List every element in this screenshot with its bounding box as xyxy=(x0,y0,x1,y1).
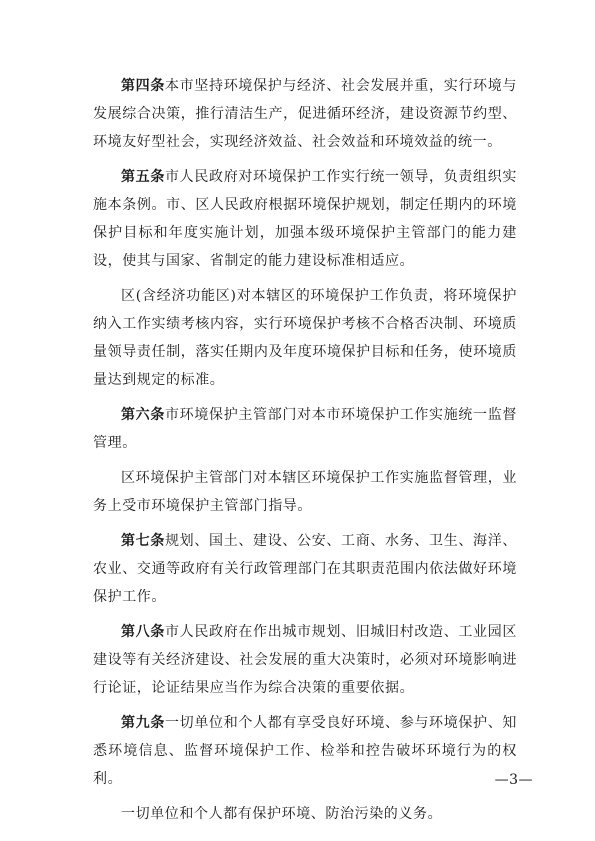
article-heading: 第八条 xyxy=(121,624,166,640)
paragraph-text: 市人民政府对环境保护工作实行统一领导，负责组织实施本条例。市、区人民政府根据环境保护规划，制定任期内的环境保护目标和年度实施计划，加强本级环境保护主管部门的能力建设，使其与国家、省制定的能力建设标准相适应。 xyxy=(93,169,517,269)
article-heading: 第六条 xyxy=(121,407,166,423)
paragraph-article-6 xyxy=(93,401,517,457)
paragraph-text: 本市坚持环境保护与经济、社会发展并重，实行环境与发展综合决策，推行清洁生产，促进循环经济，建设资源节约型、环境友好型社会，实现经济效益、社会效益和环境效益的统一。 xyxy=(93,78,517,150)
article-heading: 第九条 xyxy=(121,715,166,731)
paragraph-text: 市环境保护主管部门对本市环境保护工作实施统一监督管理。 xyxy=(93,407,517,451)
page-number: —3— xyxy=(494,772,533,788)
paragraph-text: 规划、国土、建设、公安、工商、水务、卫生、海洋、农业、交通等政府有关行政管理部门在其职责范围内依法做好环境保护工作。 xyxy=(93,533,517,605)
paragraph-text: 市人民政府在作出城市规划、旧城旧村改造、工业园区建设等有关经济建设、社会发展的重大决策时，必须对环境影响进行论证，论证结果应当作为综合决策的重要依据。 xyxy=(93,624,517,696)
paragraph-text: 区环境保护主管部门对本辖区环境保护工作实施监督管理，业务上受市环境保护主管部门指导。 xyxy=(93,470,517,514)
article-heading: 第四条 xyxy=(121,78,166,94)
paragraph-article-9 xyxy=(93,709,517,793)
paragraph-article-8 xyxy=(93,618,517,702)
article-heading: 第七条 xyxy=(121,533,166,549)
article-heading: 第五条 xyxy=(121,169,166,185)
paragraph-text: 一切单位和个人都有享受良好环境、参与环境保护、知悉环境信息、监督环境保护工作、检举和控告破坏环境行为的权利。 xyxy=(93,715,517,787)
paragraph-article-4 xyxy=(93,72,517,156)
paragraph-article-9-cont xyxy=(93,800,517,828)
paragraph-article-7 xyxy=(93,527,517,611)
paragraph-text: 区(含经济功能区)对本辖区的环境保护工作负责，将环境保护纳入工作实绩考核内容，实行环境保护考核不合格否决制、环境质量领导责任制，落实任期内及年度环境保护目标和任务，使环境质量达到规定的标准。 xyxy=(93,288,517,388)
paragraph-text: 一切单位和个人都有保护环境、防治污染的义务。 xyxy=(121,806,443,822)
paragraph-article-5 xyxy=(93,163,517,275)
document-body xyxy=(93,72,517,835)
paragraph-article-6-cont xyxy=(93,464,517,520)
paragraph-article-5-cont xyxy=(93,282,517,394)
